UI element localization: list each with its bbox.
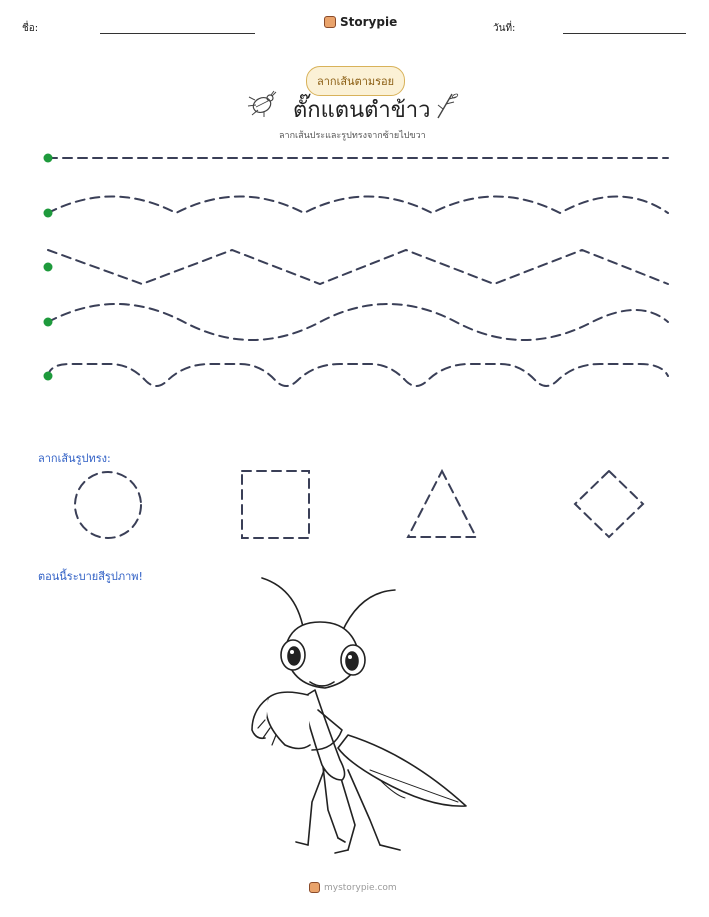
trace-triangle-shape[interactable]: [408, 471, 476, 537]
tracing-line-wave[interactable]: [48, 304, 668, 340]
tracing-line-scallop[interactable]: [48, 197, 668, 214]
start-dot: [44, 209, 53, 218]
praying-mantis-coloring-picture[interactable]: [230, 570, 480, 860]
page-subtitle: ลากเส้นประและรูปทรงจากซ้ายไปขวา: [279, 131, 426, 141]
tracing-lines-area: [0, 0, 709, 420]
start-dot: [44, 154, 53, 163]
activity-badge: ลากเส้นตามรอย: [306, 66, 405, 96]
tracing-line-zigzag[interactable]: [48, 250, 668, 284]
trace-circle-shape[interactable]: [75, 472, 141, 538]
date-label: วันที่:: [493, 23, 516, 34]
trace-square-shape[interactable]: [242, 471, 309, 538]
coloring-heading: ตอนนี้ระบายสีรูปภาพ!: [38, 570, 143, 583]
shapes-heading: ลากเส้นรูปทรง:: [38, 452, 111, 465]
tracing-line-bump[interactable]: [48, 364, 668, 386]
tracing-shapes-area: [0, 460, 709, 550]
start-dot: [44, 372, 53, 381]
page-title: ตั๊กแตนตำข้าว: [293, 98, 431, 123]
trace-diamond-shape[interactable]: [575, 471, 643, 537]
footer-url[interactable]: mystorypie.com: [324, 882, 397, 893]
name-label: ชื่อ:: [22, 23, 39, 34]
brand-name: Storypie: [340, 15, 398, 29]
start-dot: [44, 263, 53, 272]
footer: [309, 882, 397, 893]
start-dot: [44, 318, 53, 327]
storypie-footer-logo-icon: [309, 882, 320, 893]
